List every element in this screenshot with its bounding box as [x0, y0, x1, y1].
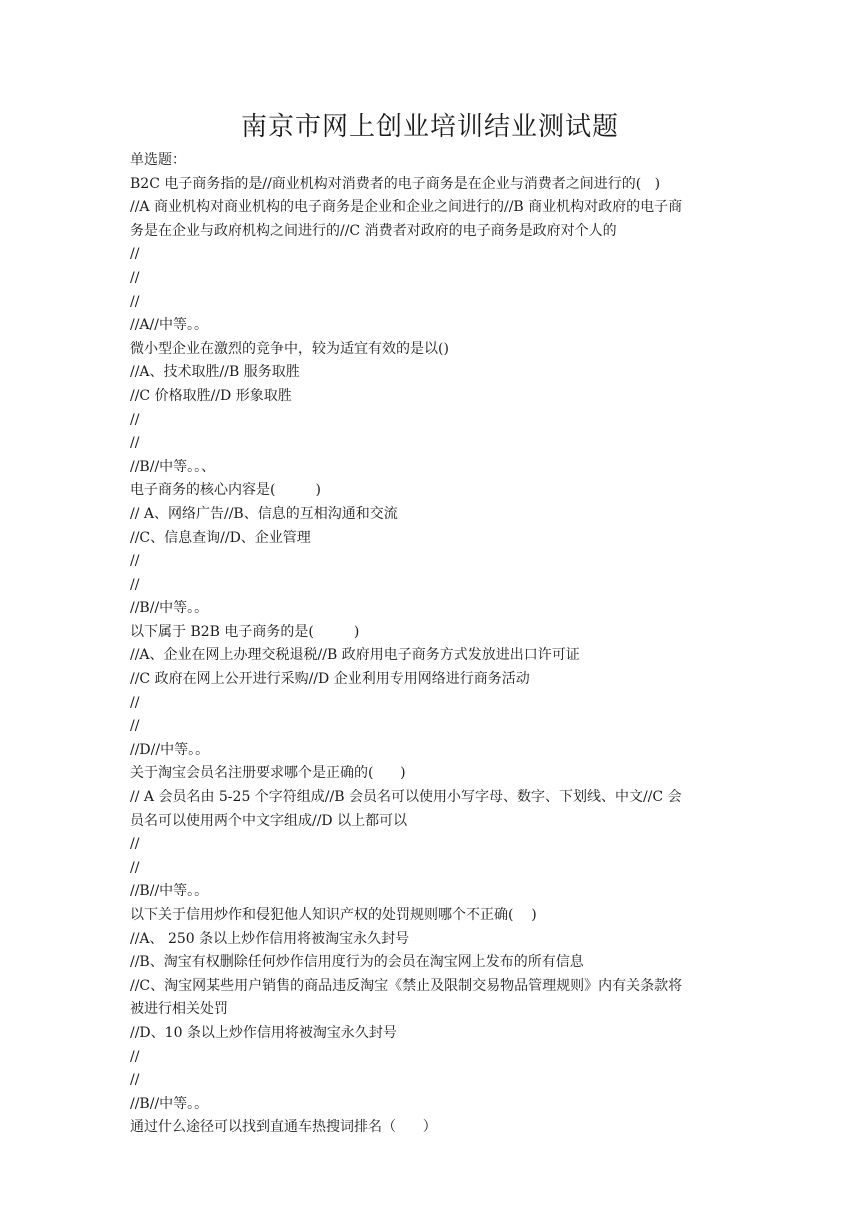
separator-line: // — [130, 1072, 140, 1089]
options-text: //A、技术取胜//B 服务取胜 — [130, 364, 300, 381]
question-text: 以下关于信用炒作和侵犯他人知识产权的处罚规则哪个不正确( ) — [130, 907, 537, 923]
options-text: //C、信息查询//D、企业管理 — [130, 529, 311, 546]
answer-line: //A//中等。。 — [130, 317, 208, 334]
separator-line: // — [130, 246, 140, 263]
options-text: //C 价格取胜//D 形象取胜 — [130, 387, 292, 404]
question-text: B2C 电子商务指的是//商业机构对消费者的电子商务是在企业与消费者之间进行的( ) — [130, 175, 661, 192]
options-text: 务是在企业与政府机构之间进行的//C 消费者对政府的电子商务是政府对个人的 — [130, 222, 617, 239]
answer-line: //B//中等。。 — [130, 1095, 209, 1112]
options-text: // A、网络广告//B、信息的互相沟通和交流 — [130, 505, 398, 522]
options-text: 员名可以使用两个中文字组成//D 以上都可以 — [130, 812, 408, 829]
separator-line: // — [130, 859, 140, 876]
options-text: 被进行相关处罚 — [130, 1001, 228, 1018]
options-text: //A、 250 条以上炒作信用将被淘宝永久封号 — [130, 930, 410, 947]
options-text: //A、企业在网上办理交税退税//B 政府用电子商务方式发放进出口许可证 — [130, 647, 580, 664]
answer-line: //D//中等。。 — [130, 741, 210, 758]
options-text: // A 会员名由 5-25 个字符组成//B 会员名可以使用小写字母、数字、下划线、中文//C 会 — [130, 789, 682, 806]
answer-line: //B//中等。。 — [130, 883, 209, 900]
question-text: 通过什么途径可以找到直通车热搜词排名（ ） — [130, 1119, 437, 1136]
separator-line: // — [130, 836, 140, 853]
answer-line: //B//中等。。 — [130, 600, 209, 617]
options-text: //B、淘宝有权删除任何炒作信用度行为的会员在淘宝网上发布的所有信息 — [130, 954, 584, 971]
separator-line: // — [130, 576, 140, 593]
question-text: 以下属于 B2B 电子商务的是( ) — [130, 623, 360, 640]
document-body — [130, 149, 740, 1140]
question-text: 微小型企业在激烈的竞争中，较为适宜有效的是以() — [130, 340, 449, 357]
separator-line: // — [130, 435, 140, 452]
separator-line: // — [130, 411, 140, 428]
separator-line: // — [130, 293, 140, 310]
answer-line: //B//中等。。、 — [130, 458, 216, 475]
question-text: 电子商务的核心内容是( ) — [130, 482, 321, 499]
options-text: //C、淘宝网某些用户销售的商品违反淘宝《禁止及限制交易物品管理规则》内有关条款将 — [130, 977, 683, 994]
separator-line: // — [130, 718, 140, 735]
separator-line: // — [130, 1048, 140, 1065]
separator-line: // — [130, 553, 140, 570]
options-text: //D、10 条以上炒作信用将被淘宝永久封号 — [130, 1024, 397, 1041]
options-text: //A 商业机构对商业机构的电子商务是企业和企业之间进行的//B 商业机构对政府的电子商 — [130, 199, 683, 216]
separator-line: // — [130, 694, 140, 711]
separator-line: // — [130, 269, 140, 286]
question-text: 关于淘宝会员名注册要求哪个是正确的( ) — [130, 765, 406, 782]
section-heading: 单选题： — [130, 152, 186, 168]
document-title: 南京市网上创业培训结业测试题 — [240, 112, 619, 142]
options-text: //C 政府在网上公开进行采购//D 企业利用专用网络进行商务活动 — [130, 671, 530, 688]
